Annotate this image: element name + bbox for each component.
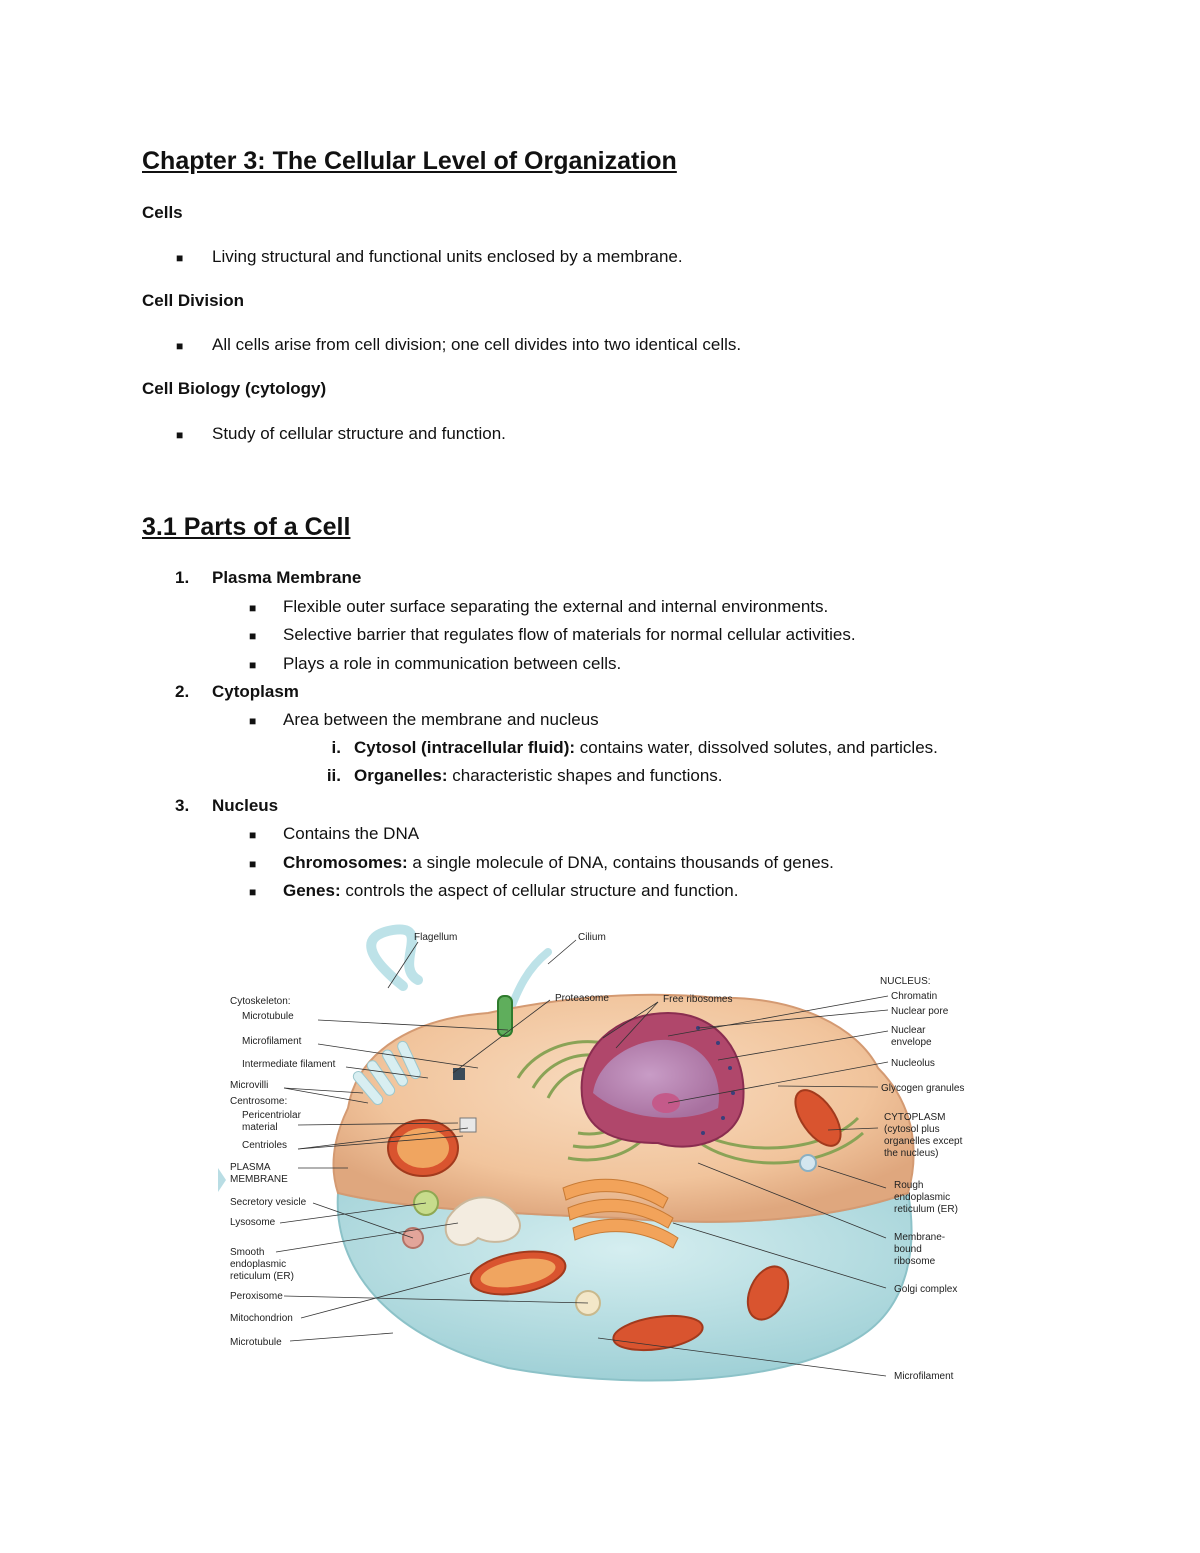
label-nucleolus: Nucleolus [891, 1058, 935, 1069]
nucleolus-shape [652, 1093, 680, 1113]
bullet-marker: ■ [176, 251, 184, 265]
centrosome-shape [460, 1118, 476, 1132]
label-golgi-complex: Golgi complex [894, 1284, 958, 1295]
cell-biology-definition: Study of cellular structure and function. [212, 424, 506, 443]
term: Chromosomes: [283, 853, 408, 872]
chapter-title: Chapter 3: The Cellular Level of Organization [142, 147, 677, 175]
label-intermediate-filament: Intermediate filament [242, 1059, 336, 1070]
label-secretory-vesicle: Secretory vesicle [230, 1197, 307, 1208]
label-centrioles: Centrioles [242, 1140, 288, 1151]
item-cytoplasm: Cytoplasm [212, 682, 299, 701]
label-cytoplasm-note-1: (cytosol plus [884, 1124, 940, 1135]
proteasome-shape [453, 1068, 465, 1080]
bullet-marker: ■ [249, 601, 257, 615]
label-nuclear-pore: Nuclear pore [891, 1006, 949, 1017]
label-cytoplasm-note-3: the nucleus) [884, 1148, 939, 1159]
label-membrane-bound-ribosome-2: bound [894, 1244, 922, 1255]
item-number: 1. [175, 568, 190, 587]
list-item: Contains the DNA [283, 824, 420, 843]
cell-division-definition: All cells arise from cell division; one cell divides into two identical cells. [212, 335, 742, 354]
bullet-marker: ■ [249, 885, 257, 899]
cells-definition: Living structural and functional units enclosed by a membrane. [212, 247, 683, 266]
label-cytoplasm: CYTOPLASM [884, 1112, 946, 1123]
list-item: Selective barrier that regulates flow of materials for normal cellular activities. [283, 625, 856, 644]
label-proteasome: Proteasome [555, 993, 609, 1004]
label-cytoskeleton: Cytoskeleton: [230, 996, 291, 1007]
bullet-marker: ■ [249, 658, 257, 672]
term: Organelles: [354, 766, 448, 785]
label-rough-er-2: endoplasmic [894, 1192, 951, 1203]
label-pericentriolar: Pericentriolar [242, 1110, 301, 1121]
label-membrane-bound-ribosome-3: ribosome [894, 1256, 936, 1267]
label-plasma-membrane-2: MEMBRANE [230, 1174, 288, 1185]
sub-item-organelles [354, 766, 723, 786]
item-plasma-membrane: Plasma Membrane [212, 568, 362, 587]
list-item: Plays a role in communication between cells. [283, 654, 622, 673]
term: Genes: [283, 881, 341, 900]
label-smooth-er-2: endoplasmic [230, 1259, 287, 1270]
label-plasma-membrane: PLASMA [230, 1162, 271, 1173]
label-membrane-bound-ribosome: Membrane- [894, 1232, 946, 1243]
label-cytoplasm-note-2: organelles except [884, 1136, 963, 1147]
list-item [283, 881, 738, 901]
label-nucleus: NUCLEUS: [880, 976, 931, 987]
item-number: 2. [175, 682, 190, 701]
heading-cell-division: Cell Division [142, 291, 245, 310]
heading-cell-biology: Cell Biology (cytology) [142, 379, 327, 398]
label-rough-er-3: reticulum (ER) [894, 1204, 958, 1215]
bullet-marker: ■ [249, 828, 257, 842]
term-text: contains water, dissolved solutes, and particles. [575, 738, 938, 757]
sub-number: i. [331, 738, 341, 757]
term-text: controls the aspect of cellular structure and function. [340, 881, 739, 900]
sub-item-cytosol [354, 738, 938, 758]
label-lysosome: Lysosome [230, 1217, 276, 1228]
term: Cytosol (intracellular fluid): [354, 738, 576, 757]
label-flagellum: Flagellum [414, 932, 458, 943]
list-item [283, 853, 834, 873]
label-microtubule-bottom: Microtubule [230, 1337, 282, 1348]
heading-cells: Cells [142, 203, 183, 222]
label-microfilament: Microfilament [242, 1036, 302, 1047]
term-text: characteristic shapes and functions. [447, 766, 723, 785]
label-smooth-er: Smooth [230, 1247, 265, 1258]
list-item: Flexible outer surface separating the external and internal environments. [283, 597, 829, 616]
bullet-marker: ■ [249, 714, 257, 728]
sub-number: ii. [326, 766, 341, 785]
bullet-marker: ■ [249, 857, 257, 871]
label-cilium: Cilium [578, 932, 606, 943]
term-text: a single molecule of DNA, contains thousands of genes. [407, 853, 834, 872]
label-nuclear-envelope: Nuclear [891, 1025, 926, 1036]
label-smooth-er-3: reticulum (ER) [230, 1271, 294, 1282]
label-pericentriolar-2: material [242, 1122, 278, 1133]
item-nucleus: Nucleus [212, 796, 279, 815]
label-peroxisome: Peroxisome [230, 1291, 283, 1302]
vesicle-shape [800, 1155, 816, 1171]
label-mitochondrion: Mitochondrion [230, 1313, 293, 1324]
section-title: 3.1 Parts of a Cell [142, 513, 351, 541]
bullet-marker: ■ [176, 339, 184, 353]
label-rough-er: Rough [894, 1180, 924, 1191]
page-edge-marker [218, 1168, 226, 1192]
label-glycogen-granules: Glycogen granules [881, 1083, 965, 1094]
label-centrosome: Centrosome: [230, 1096, 288, 1107]
label-free-ribosomes: Free ribosomes [663, 994, 733, 1005]
label-microfilament-bottom: Microfilament [894, 1371, 954, 1382]
label-nuclear-envelope-2: envelope [891, 1037, 932, 1048]
label-microtubule: Microtubule [242, 1011, 294, 1022]
item-number: 3. [175, 796, 190, 815]
list-item: Area between the membrane and nucleus [283, 710, 599, 729]
bullet-marker: ■ [249, 629, 257, 643]
animal-cell-diagram [218, 918, 988, 1408]
label-microvilli: Microvilli [230, 1080, 269, 1091]
label-chromatin: Chromatin [891, 991, 938, 1002]
bullet-marker: ■ [176, 428, 184, 442]
